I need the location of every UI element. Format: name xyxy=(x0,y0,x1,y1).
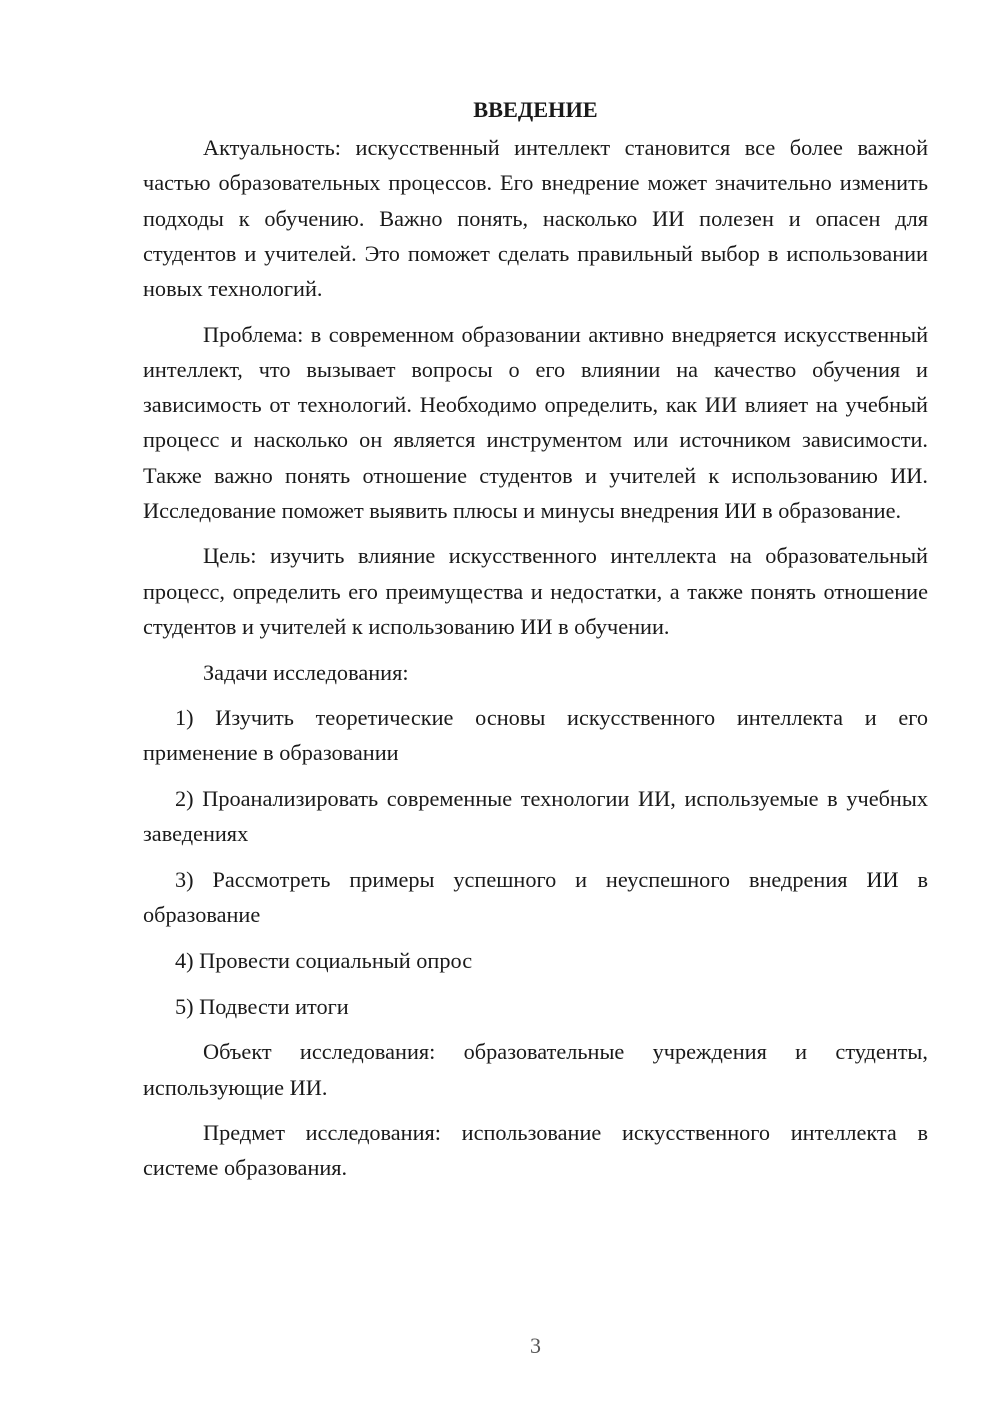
tasks-heading: Задачи исследования: xyxy=(203,659,409,685)
document-page xyxy=(143,92,928,1196)
relevance-paragraph: Актуальность: искусственный интеллект становится все более важной частью образовательных процессов. Его внедрение может значительно изменить подходы к обучению. Важно понять, насколько ИИ полезен и опасен для студентов и учителей. Это поможет сделать правильный выбор в использовании новых технологий. xyxy=(143,135,928,302)
problem-paragraph: Проблема: в современном образовании активно внедряется искусственный интеллект, что вызывает вопросы о его влиянии на качество обучения и зависимость от технологий. Необходимо определить, как ИИ влияет на учебный процесс и насколько он является инструментом или источником зависимости. Также важно понять отношение студентов и учителей к использованию ИИ. Исследование поможет выявить плюсы и минусы внедрения ИИ в образование. xyxy=(143,321,928,523)
task-item: 2) Проанализировать современные технологии ИИ, используемые в учебных заведениях xyxy=(143,786,928,847)
task-item: 4) Провести социальный опрос xyxy=(175,947,473,973)
page-number: 3 xyxy=(530,1333,541,1358)
object-paragraph: Объект исследования: образовательные учреждения и студенты, использующие ИИ. xyxy=(143,1039,928,1100)
section-title: ВВЕДЕНИЕ xyxy=(473,97,598,122)
goal-paragraph: Цель: изучить влияние искусственного интеллекта на образовательный процесс, определить его преимущества и недостатки, а также понять отношение студентов и учителей к использованию ИИ в обучении. xyxy=(143,543,928,639)
task-item: 5) Подвести итоги xyxy=(175,993,349,1019)
task-item: 3) Рассмотреть примеры успешного и неуспешного внедрения ИИ в образование xyxy=(143,867,928,928)
subject-paragraph: Предмет исследования: использование искусственного интеллекта в системе образования. xyxy=(143,1120,928,1181)
task-item: 1) Изучить теоретические основы искусственного интеллекта и его применение в образовании xyxy=(143,705,928,766)
